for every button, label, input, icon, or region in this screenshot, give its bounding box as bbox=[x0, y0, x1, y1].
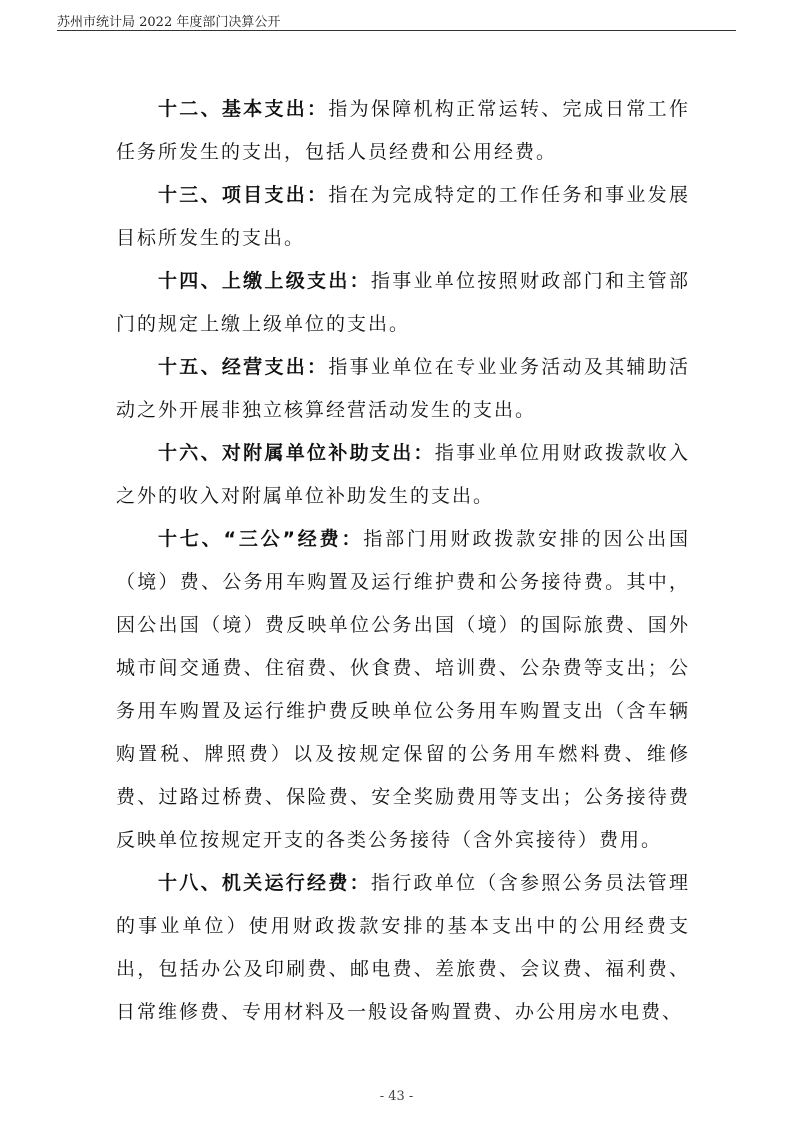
term-definition: 指事业单位在专业业务活动及其辅助活动之外开展非独立核算经营活动发生的支出。 bbox=[116, 356, 690, 421]
term-heading: 十二、基本支出： bbox=[158, 98, 329, 120]
term-definition: 指在为完成特定的工作任务和事业发展目标所发生的支出。 bbox=[116, 184, 690, 249]
paragraph-basic-expenditure bbox=[116, 88, 690, 174]
term-definition: 指部门用财政拨款安排的因公出国（境）费、公务用车购置及运行维护费和公务接待费。其中，因公出国（境）费反映单位公务出国（境）的国际旅费、国外城市间交通费、住宿费、伙食费、培训费、公杂费等支出；公务用车购置及运行维护费反映单位公务用车购置支出（含车辆购置税、牌照费）以及按规定保留的公务用车燃料费、维修费、过路过桥费、保险费、安全奖励费用等支出；公务接待费反映单位按规定开支的各类公务接待（含外宾接待）费用。 bbox=[116, 528, 690, 851]
term-heading: 十六、对附属单位补助支出： bbox=[158, 442, 435, 464]
term-heading: 十四、上缴上级支出： bbox=[158, 270, 371, 292]
paragraph-three-public-expenses bbox=[116, 518, 690, 862]
paragraph-project-expenditure bbox=[116, 174, 690, 260]
document-header: 苏州市统计局 2022 年度部门决算公开 bbox=[57, 15, 281, 30]
paragraph-subsidiary-subsidy bbox=[116, 432, 690, 518]
page-number: - 43 - bbox=[379, 1089, 414, 1104]
term-heading: 十五、经营支出： bbox=[158, 356, 329, 378]
term-definition: 指事业单位用财政拨款收入之外的收入对附属单位补助发生的支出。 bbox=[116, 442, 690, 507]
term-heading: 十八、机关运行经费： bbox=[158, 872, 371, 894]
term-definition: 指事业单位按照财政部门和主管部门的规定上缴上级单位的支出。 bbox=[116, 270, 690, 335]
term-heading: 十三、项目支出： bbox=[158, 184, 329, 206]
paragraph-agency-operating-funds bbox=[116, 862, 690, 1034]
term-definition: 指行政单位（含参照公务员法管理的事业单位）使用财政拨款安排的基本支出中的公用经费支出，包括办公及印刷费、邮电费、差旅费、会议费、福利费、日常维修费、专用材料及一般设备购置费、办公用房水电费、 bbox=[116, 872, 690, 1023]
term-heading: 十七、“三公”经费： bbox=[158, 528, 364, 550]
paragraph-upper-level-payment bbox=[116, 260, 690, 346]
header-divider bbox=[57, 30, 736, 31]
document-body bbox=[116, 88, 690, 1034]
paragraph-operating-expenditure bbox=[116, 346, 690, 432]
term-definition: 指为保障机构正常运转、完成日常工作任务所发生的支出，包括人员经费和公用经费。 bbox=[116, 98, 690, 163]
